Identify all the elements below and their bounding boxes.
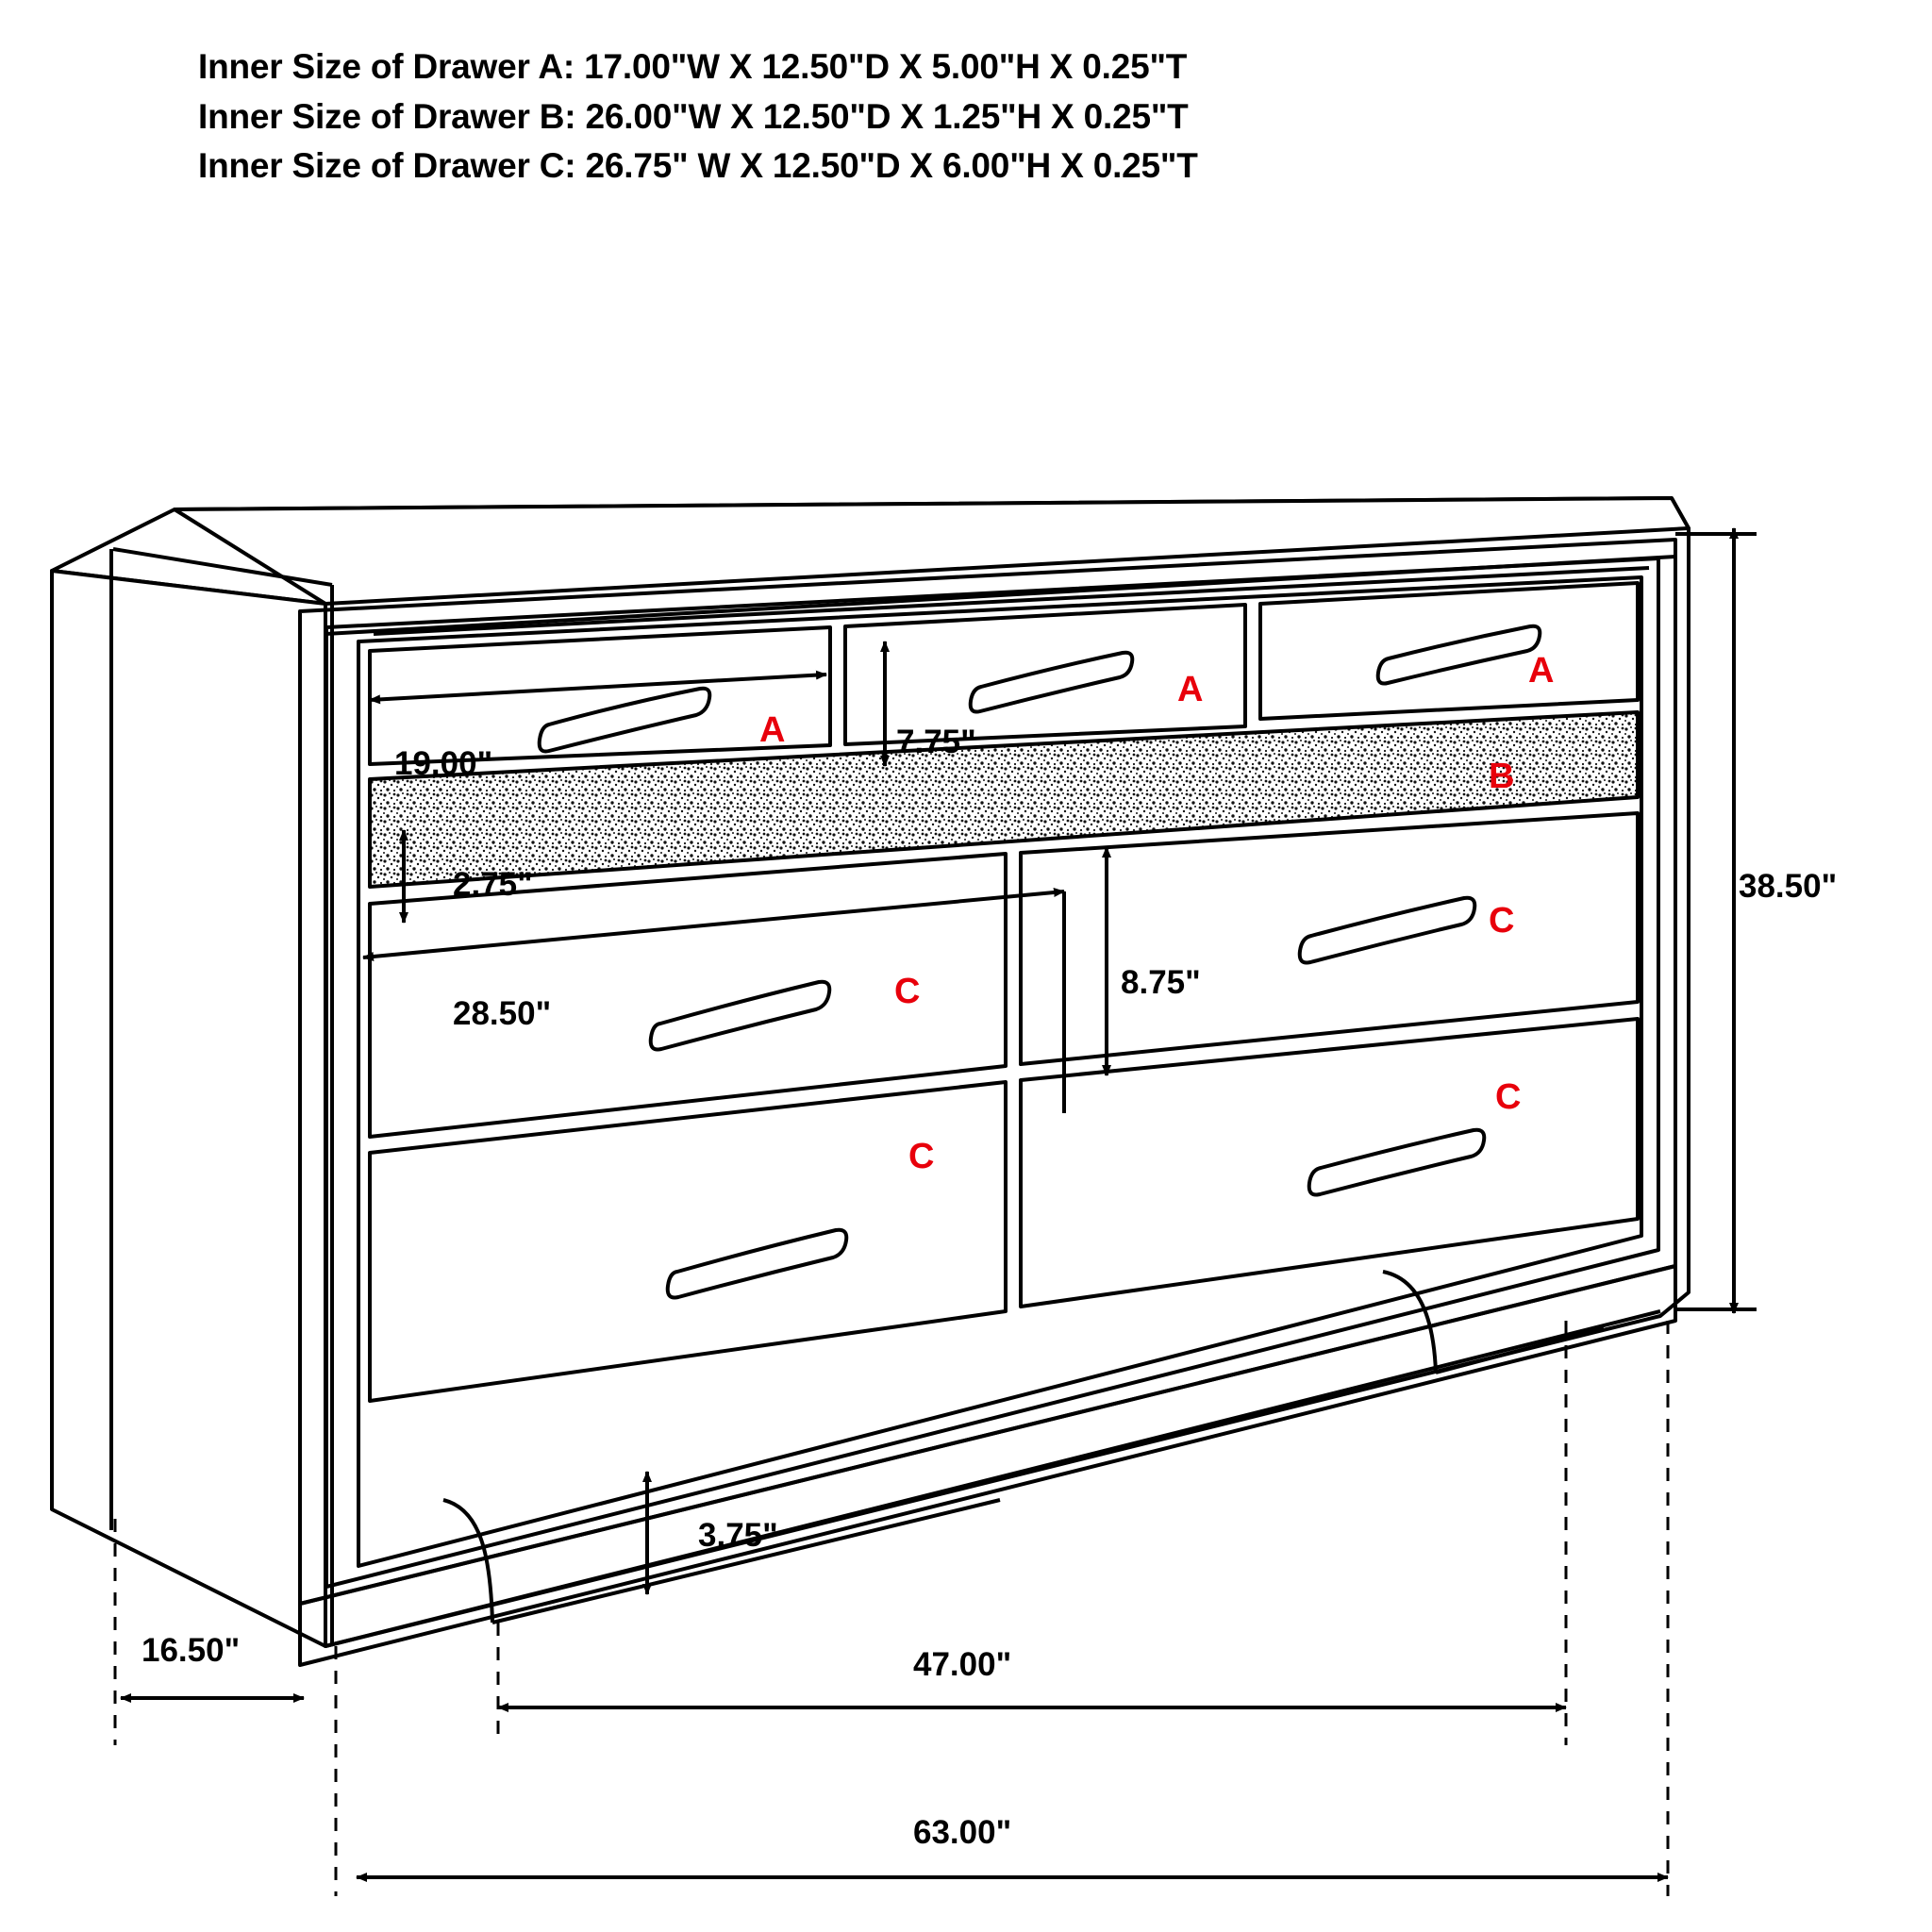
drawer-label-c-botleft: C <box>908 1137 935 1176</box>
drawer-label-c-topright: C <box>1489 901 1515 941</box>
dimension-label-overall-width: 63.00" <box>913 1814 1012 1851</box>
spec-line-drawer-a: Inner Size of Drawer A: 17.00"W X 12.50"D X 5.00"H X 0.25"T <box>198 47 1188 86</box>
spec-line-drawer-b: Inner Size of Drawer B: 26.00"W X 12.50"D X 1.25"H X 0.25"T <box>198 96 1189 136</box>
drawer-label-a-left: A <box>759 710 786 750</box>
drawer-label-a-right: A <box>1528 651 1555 691</box>
dimension-label-drawer-b-height: 2.75" <box>453 866 533 903</box>
dimension-label-drawer-c-height: 8.75" <box>1121 964 1201 1001</box>
dimension-label-drawer-a-width: 19.00" <box>394 745 493 782</box>
dresser-body-outline <box>52 498 1689 1665</box>
drawer-label-a-mid: A <box>1177 670 1204 709</box>
drawer-label-c-topleft: C <box>894 972 921 1011</box>
drawer-label-b: B <box>1489 757 1515 796</box>
dimension-label-leg-height: 3.75" <box>698 1517 778 1554</box>
dimension-label-drawer-a-height: 7.75" <box>896 724 976 760</box>
dimension-label-overall-height: 38.50" <box>1739 868 1838 905</box>
drawer-label-c-botright: C <box>1495 1077 1522 1117</box>
spec-line-drawer-c: Inner Size of Drawer C: 26.75" W X 12.50"D X 6.00"H X 0.25"T <box>198 146 1198 186</box>
dimension-label-foot-span: 47.00" <box>913 1646 1012 1683</box>
dimension-label-depth: 16.50" <box>142 1632 241 1669</box>
dimension-label-drawer-c-width: 28.50" <box>453 995 552 1032</box>
